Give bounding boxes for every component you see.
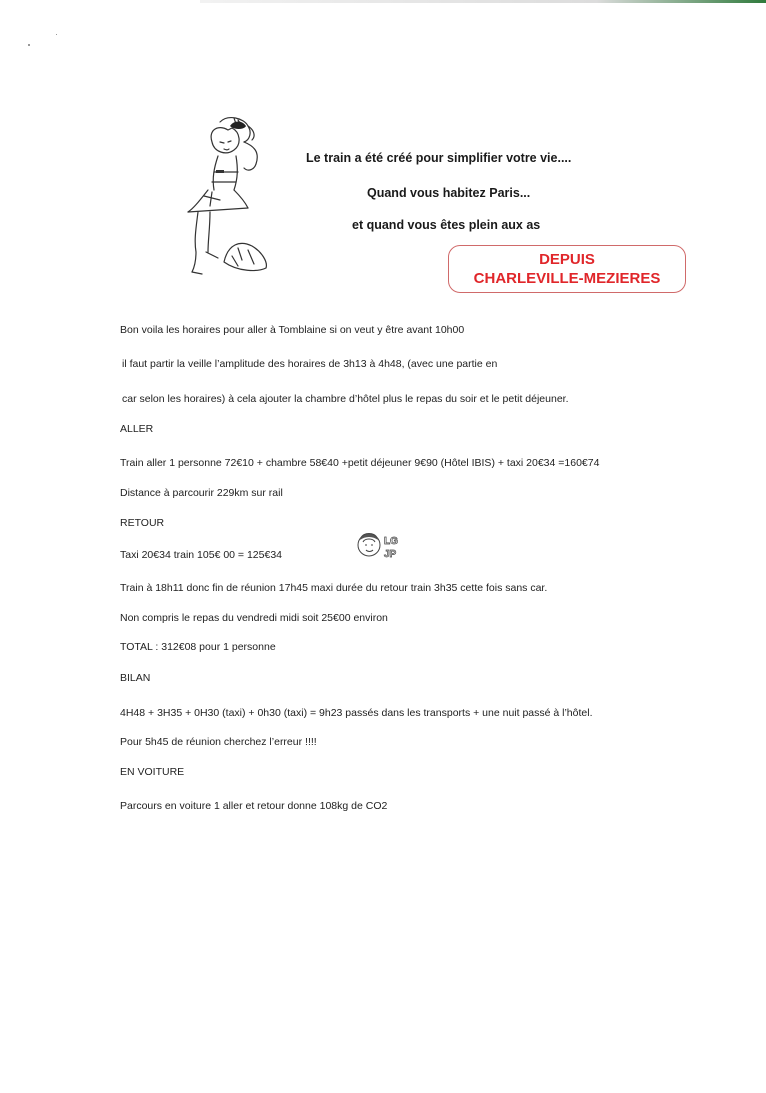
section-heading-aller: ALLER <box>120 423 154 435</box>
text-line: car selon les horaires) à cela ajouter la chambre d’hôtel plus le repas du soir et le petit déjeuner. <box>122 393 569 405</box>
scan-speck <box>56 34 57 35</box>
text-line: Taxi 20€34 train 105€ 00 = 125€34 <box>120 549 283 561</box>
section-heading-bilan: BILAN <box>120 672 151 684</box>
text-line: Pour 5h45 de réunion cherchez l’erreur !!!! <box>120 736 317 748</box>
text-line: Train à 18h11 donc fin de réunion 17h45 maxi durée du retour train 3h35 cette fois sans car. <box>120 582 548 594</box>
stamp-line-1: DEPUIS <box>539 251 595 268</box>
headline-2: Quand vous habitez Paris... <box>367 186 531 200</box>
scan-speck <box>28 44 30 46</box>
section-heading-en-voiture: EN VOITURE <box>120 766 185 778</box>
lgjp-logo <box>355 528 411 562</box>
text-line: il faut partir la veille l’amplitude des horaires de 3h13 à 4h48, (avec une partie en <box>122 358 498 370</box>
text-line: TOTAL : 312€08 pour 1 personne <box>120 641 276 653</box>
text-line: Distance à parcourir 229km sur rail <box>120 487 283 499</box>
section-heading-retour: RETOUR <box>120 517 165 529</box>
text-line: Non compris le repas du vendredi midi soit 25€00 environ <box>120 612 388 624</box>
text-line: Parcours en voiture 1 aller et retour donne 108kg de CO2 <box>120 800 388 812</box>
logo-letters-top: LG <box>384 536 398 547</box>
origin-stamp <box>448 245 686 293</box>
logo-letters-bottom: JP <box>384 549 397 560</box>
stamp-line-2: CHARLEVILLE-MEZIERES <box>473 270 661 287</box>
text-line: Train aller 1 personne 72€10 + chambre 58€40 +petit déjeuner 9€90 (Hôtel IBIS) + taxi 20€34 =160€74 <box>120 457 600 469</box>
text-line: Bon voila les horaires pour aller à Tomblaine si on veut y être avant 10h00 <box>120 324 465 336</box>
headline-1: Le train a été créé pour simplifier votre vie.... <box>306 151 572 165</box>
scan-top-edge <box>200 0 766 3</box>
sketch-figure-illustration <box>168 112 278 277</box>
headline-3: et quand vous êtes plein aux as <box>352 218 541 232</box>
text-line: 4H48 + 3H35 + 0H30 (taxi) + 0h30 (taxi) = 9h23 passés dans les transports + une nuit passé à l’hôtel. <box>120 707 593 719</box>
